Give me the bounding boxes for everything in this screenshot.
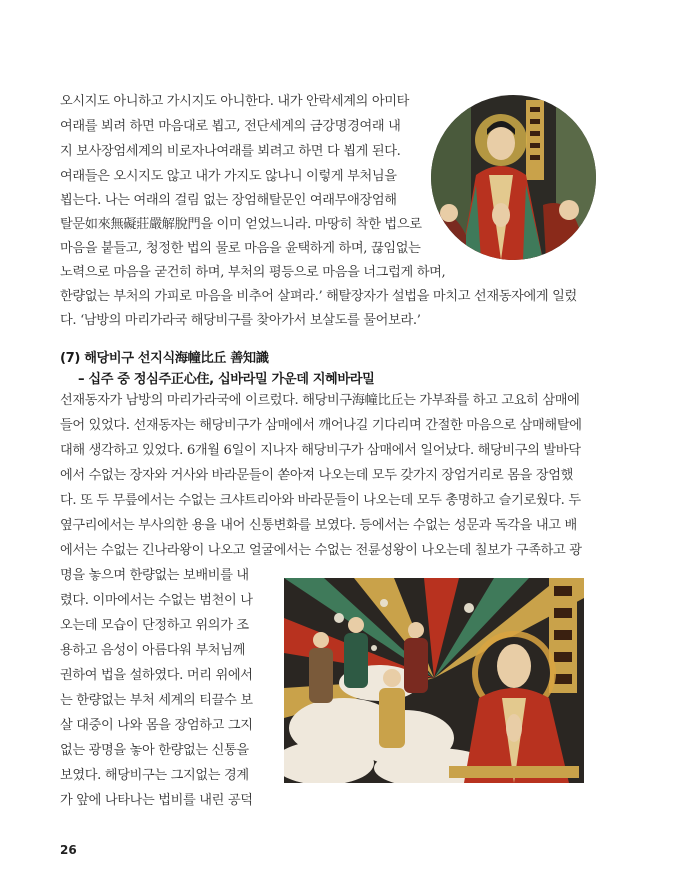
text-line: 오시지도 아니하고 가시지도 아니한다. 내가 안락세계의 아미타 bbox=[60, 94, 410, 109]
text-line: 에서는 수없는 긴나라왕이 나오고 얼굴에서는 수없는 전륜성왕이 나오는데 칠보가 구족하고 광 bbox=[60, 543, 582, 558]
text-line: 노력으로 마음을 굳건히 하며, 부처의 평등으로 마음을 너그럽게 하며, bbox=[60, 265, 446, 280]
text-line: 탈문如來無礙莊嚴解脫門을 이미 얻었느니라. 마땅히 착한 법으로 bbox=[60, 217, 422, 232]
text-line: 다. ‘남방의 마리가라국 해당비구를 찾아가서 보살도를 물어보라.’ bbox=[60, 313, 421, 328]
text-line: 가 앞에 나타나는 법비를 내린 공덕 bbox=[60, 793, 253, 808]
text-line: 여래들은 오시지도 않고 내가 가지도 않나니 이렇게 부처님을 bbox=[60, 169, 397, 184]
text-line: 여래를 뵈려 하면 마음대로 뵙고, 전단세계의 금강명경여래 내 bbox=[60, 119, 401, 134]
text-line: 보였다. 해당비구는 그지없는 경계 bbox=[60, 768, 249, 783]
text-line: 명을 놓으며 한량없는 보배비를 내 bbox=[60, 568, 249, 583]
text-line: 마음을 붙들고, 청정한 법의 물로 마음을 윤택하게 하며, 끊임없는 bbox=[60, 241, 421, 256]
text-line: 뵙는다. 나는 여래의 걸림 없는 장엄해탈문인 여래무애장엄해 bbox=[60, 193, 397, 208]
text-line: 한량없는 부처의 가피로 마음을 비추어 살펴라.’ 해탈장자가 설법을 마치고 선재동자에게 일렀 bbox=[60, 289, 577, 304]
text-line: 없는 광명을 놓아 한량없는 신통을 bbox=[60, 743, 249, 758]
text-line: 지 보사장엄세계의 비로자나여래를 뵈려고 하면 다 뵙게 된다. bbox=[60, 144, 401, 159]
text-line: 들어 있었다. 선재동자는 해당비구가 삼매에서 깨어나길 기다리며 간절한 마음으로 삼매해탈에 bbox=[60, 418, 582, 433]
text-line: 선재동자가 남방의 마리가라국에 이르렀다. 해당비구海幢比丘는 가부좌를 하고 고요히 삼매에 bbox=[60, 393, 580, 408]
text-line: 에서 수없는 장자와 거사와 바라문들이 쏟아져 나오는데 모두 갖가지 장엄거리로 몸을 장엄했 bbox=[60, 468, 574, 483]
text-line: 렸다. 이마에서는 수없는 범천이 나 bbox=[60, 593, 253, 608]
section-subheading: – 십주 중 정심주正心住, 십바라밀 가운데 지혜바라밀 bbox=[78, 372, 375, 387]
text-line: 권하여 법을 설하였다. 머리 위에서 bbox=[60, 668, 253, 683]
text-line: 옆구리에서는 부사의한 용을 내어 신통변화를 보였다. 등에서는 수없는 성문과 독각을 내고 배 bbox=[60, 518, 577, 533]
round-painting-image bbox=[431, 95, 596, 260]
text-line: 대해 생각하고 있었다. 6개월 6일이 지나자 해당비구가 삼매에서 일어났다. 해당비구의 발바닥 bbox=[60, 443, 581, 458]
rect-painting-image bbox=[284, 578, 584, 783]
section-heading: (7) 해당비구 선지식海幢比丘 善知識 bbox=[60, 351, 269, 366]
text-line: 살 대중이 나와 몸을 장엄하고 그지 bbox=[60, 718, 253, 733]
text-line: 는 한량없는 부처 세계의 티끌수 보 bbox=[60, 693, 253, 708]
text-line: 오는데 모습이 단정하고 위의가 조 bbox=[60, 618, 249, 633]
text-line: 다. 또 두 무릎에서는 수없는 크샤트리아와 바라문들이 나오는데 모두 총명하고 슬기로웠다. 두 bbox=[60, 493, 581, 508]
page-number: 26 bbox=[60, 843, 77, 857]
text-line: 용하고 음성이 아름다워 부처님께 bbox=[60, 643, 245, 658]
